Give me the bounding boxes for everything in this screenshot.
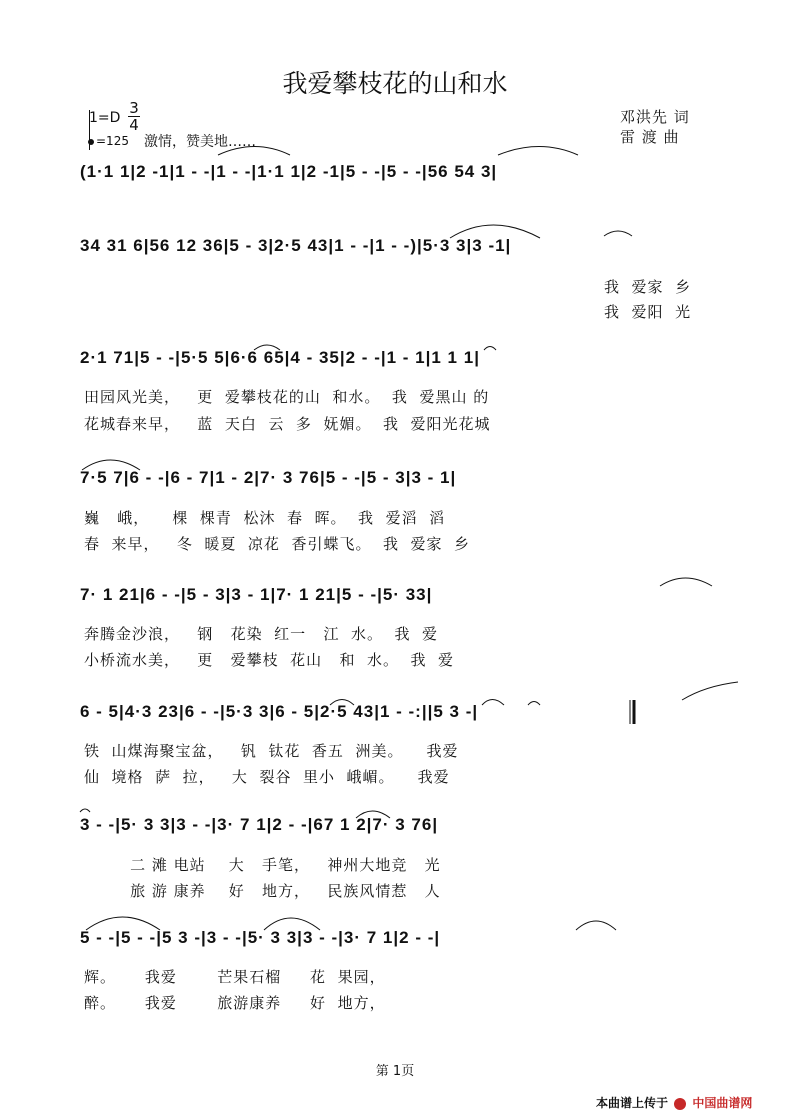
system-4-notes: 7·5 7|6 - -|6 - 7|1 - 2|7· 3 76|5 - -|5 - 3|3 - 1| (80, 468, 457, 487)
system-5-lyric-1: 奔腾金沙浪， 钢 花染 红一 江 水。 我 爱 (84, 625, 439, 643)
site-logo-icon (674, 1098, 686, 1110)
system-5-notes: 7· 1 21|6 - -|5 - 3|3 - 1|7· 1 21|5 - -|5· 33| (80, 585, 433, 604)
expression-marking: 激情，赞美地…… (144, 134, 256, 150)
system-2-notes: 34 31 6|56 12 36|5 - 3|2·5 43|1 - -|1 - -)|5·3 3|3 -1| (80, 236, 512, 255)
footer-prefix: 本曲谱上传于 (596, 1096, 669, 1110)
upload-footer (596, 1094, 752, 1111)
meter-bottom: 4 (129, 116, 139, 134)
slur (450, 225, 540, 238)
system-6-lyric-1: 铁 山煤海聚宝盆， 钒 钛花 香五 洲美。 我爱 (84, 742, 459, 760)
lyricist-credit: 邓洪先 词 (620, 108, 690, 126)
slur (528, 702, 540, 706)
system-6-notes: 6 - 5|4·3 23|6 - -|5·3 3|6 - 5|2·5 43|1 - -:||5 3 -| (80, 702, 479, 721)
slur (484, 347, 496, 351)
system-4-lyric-2: 春 来早， 冬 暖夏 凉花 香引蝶飞。 我 爱家 乡 (84, 535, 471, 553)
slur (682, 682, 738, 700)
system-6-lyric-2: 仙 境格 萨 拉， 大 裂谷 里小 峨嵋。 我爱 (84, 768, 450, 786)
slur (330, 700, 354, 706)
system-8-lyric-1: 辉。 我爱 芒果石榴 花 果园， (84, 968, 386, 986)
slur (82, 460, 140, 470)
system-8-notes: 5 - -|5 - -|5 3 -|3 - -|5· 3 3|3 - -|3· 7 1|2 - -| (80, 928, 441, 947)
system-1-notes: (1·1 1|2 -1|1 - -|1 - -|1·1 1|2 -1|5 - -|5 - -|56 54 3| (80, 162, 498, 181)
slur (576, 921, 616, 930)
tempo-value: =125 (96, 134, 129, 148)
slur (660, 578, 712, 586)
slur (264, 918, 320, 930)
system-4-lyric-1: 巍 峨， 棵 棵青 松沐 春 晖。 我 爱滔 滔 (84, 509, 446, 527)
system-3-notes: 2·1 71|5 - -|5·5 5|6·6 65|4 - 35|2 - -|1 - 1|1 1 1| (80, 348, 480, 367)
slur (218, 147, 290, 156)
song-title: 我爱攀枝花的山和水 (282, 69, 508, 98)
system-8-lyric-2: 醉。 我爱 旅游康养 好 地方， (84, 994, 386, 1012)
composer-credit: 雷 渡 曲 (620, 128, 680, 146)
system-2-lyric-2: 我 爱阳 光 (604, 303, 692, 321)
system-7-lyric-1: 二 滩 电站 大 手笔， 神州大地竞 光 (84, 856, 441, 874)
system-3-lyric-2: 花城春来早， 蓝 天白 云 多 妩媚。 我 爱阳光花城 (84, 415, 491, 433)
slur (498, 147, 578, 156)
slur (86, 917, 160, 930)
page-number: 第 1页 (375, 1064, 415, 1079)
system-3-lyric-1: 田园风光美， 更 爱攀枝花的山 和水。 我 爱黑山 的 (84, 388, 490, 406)
slur (80, 809, 90, 812)
system-7-notes: 3 - -|5· 3 3|3 - -|3· 7 1|2 - -|67 1 2|7· 3 76| (80, 815, 439, 834)
slur (254, 345, 280, 350)
slur (604, 231, 632, 236)
slur (482, 700, 504, 706)
footer-site: 中国曲谱网 (692, 1096, 753, 1110)
meter-top: 3 (129, 99, 139, 117)
system-2-lyric-1: 我 爱家 乡 (604, 278, 692, 296)
key-signature: 1=D (89, 110, 121, 126)
system-5-lyric-2: 小桥流水美， 更 爱攀枝 花山 和 水。 我 爱 (84, 651, 455, 669)
system-7-lyric-2: 旅 游 康养 好 地方， 民族风情惹 人 (84, 882, 441, 900)
slur (356, 811, 390, 818)
